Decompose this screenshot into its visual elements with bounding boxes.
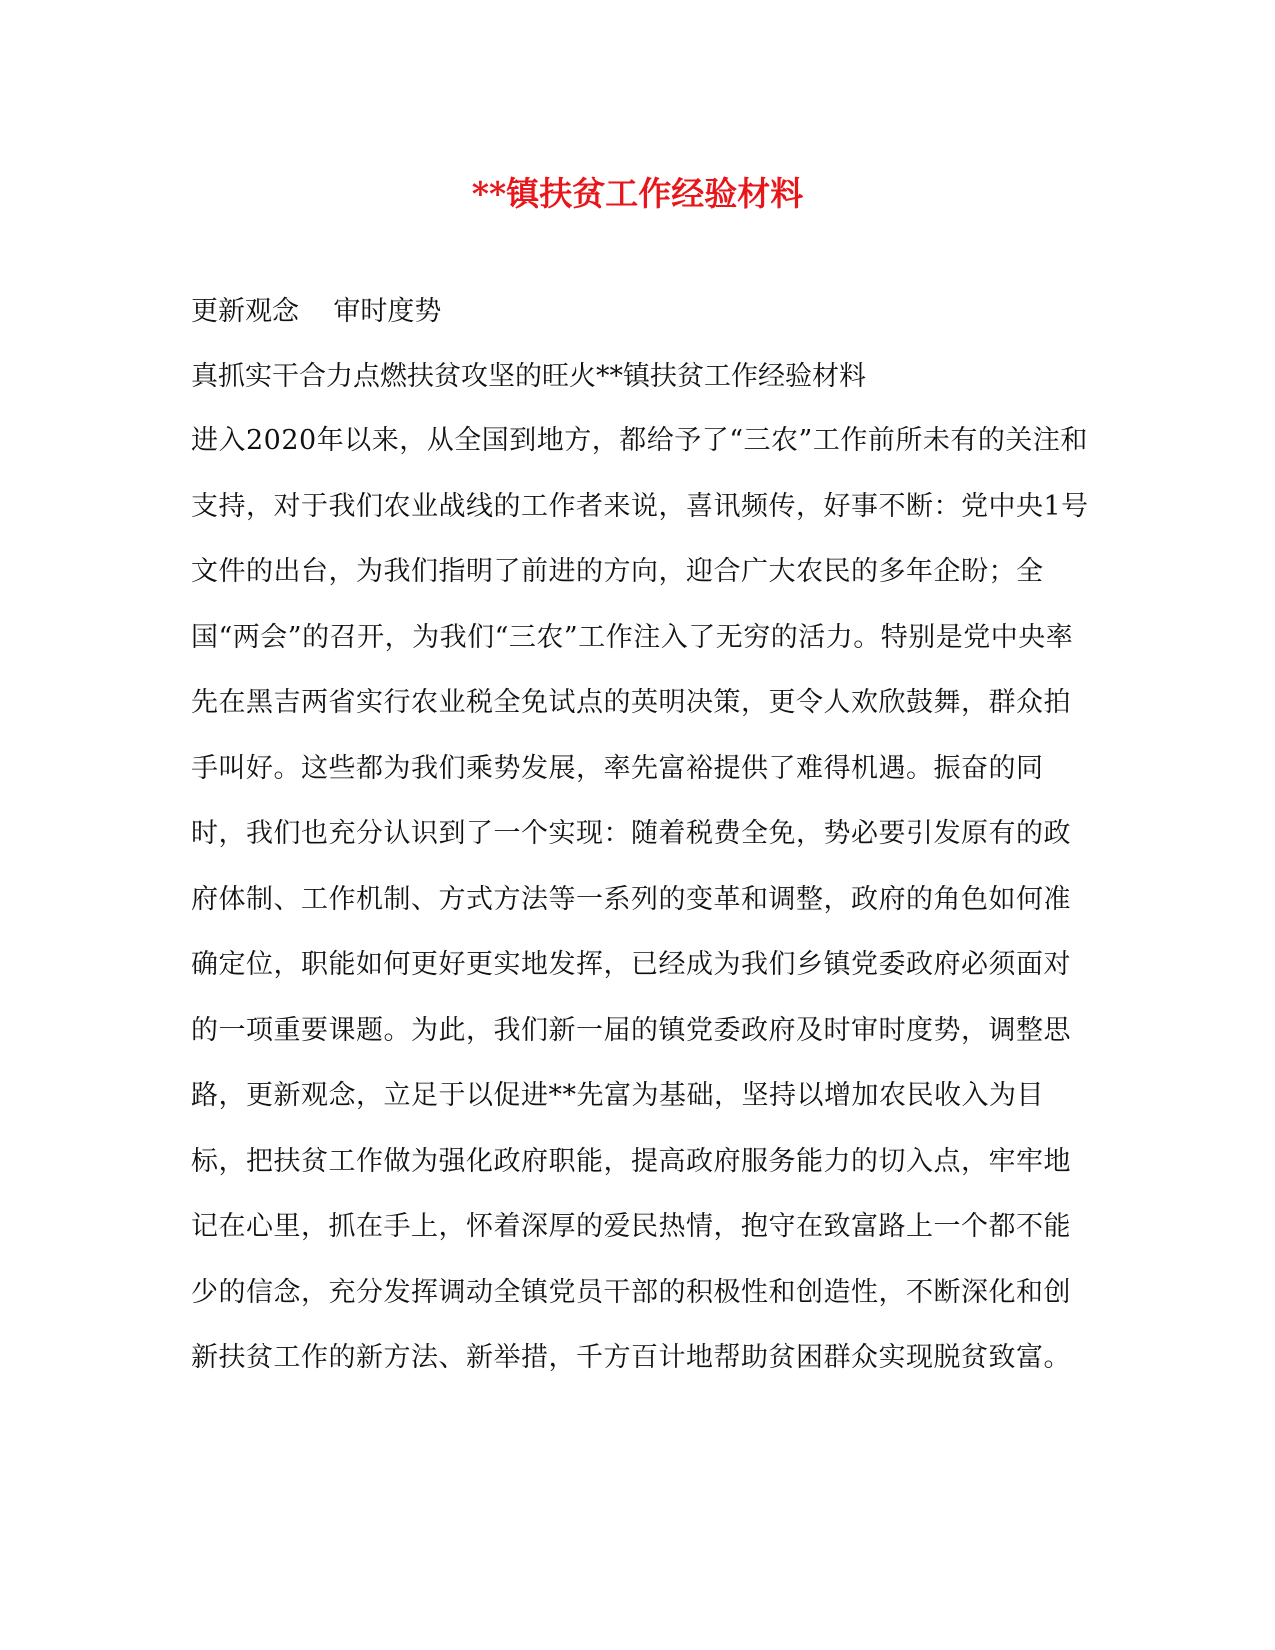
intro-line: 真抓实干合力点燃扶贫攻坚的旺火**镇扶贫工作经验材料 [191,361,866,392]
subheading: 更新观念 审时度势 [191,296,442,327]
document-title: **镇扶贫工作经验材料 [471,174,804,213]
body-paragraph: 进入2020年以来，从全国到地方，都给予了“三农”工作前所未有的关注和支持，对于我们农业战线的工作者来说，喜讯频传，好事不断：党中央1号文件的出台，为我们指明了前进的方向，迎合广大农民的多年企盼；全国“两会”的召开，为我们“三农”工作注入了无穷的活力。特别是党中央率先在黑吉两省实行农业税全免试点的英明决策，更令人欢欣鼓舞，群众拍手叫好。这些都为我们乘势发展，率先富裕提供了难得机遇。振奋的同时，我们也充分认识到了一个实现：随着税费全免，势必要引发原有的政府体制、工作机制、方式方法等一系列的变革和调整，政府的角色如何准确定位，职能如何更好更实地发挥，已经成为我们乡镇党委政府必须面对的一项重要课题。为此，我们新一届的镇党委政府及时审时度势，调整思路，更新观念，立足于以促进**先富为基础，坚持以增加农民收入为目标，把扶贫工作做为强化政府职能，提高政府服务能力的切入点，牢牢地记在心里，抓在手上，怀着深厚的爱民热情，抱守在致富路上一个都不能少的信念，充分发挥调动全镇党员干部的积极性和创造性，不断深化和创新扶贫工作的新方法、新举措，千方百计地帮助贫困群众实现脱贫致富。 [191,425,1089,1373]
